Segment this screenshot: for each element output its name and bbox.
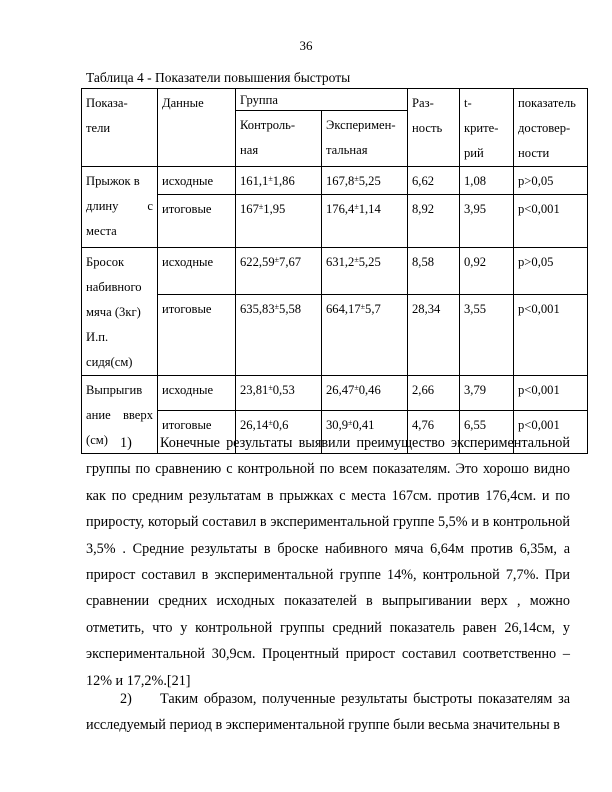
- header-data: Данные: [158, 89, 236, 167]
- difference-value: 6,62: [408, 167, 460, 195]
- page-number: 36: [299, 38, 313, 53]
- paragraph-1: [86, 430, 570, 694]
- header-experimental: Эксперимен- тальная: [322, 111, 408, 167]
- difference-value: 8,92: [408, 195, 460, 248]
- p-value: p<0,001: [514, 376, 588, 411]
- t-value: 1,08: [460, 167, 514, 195]
- t-value: 6,55: [460, 411, 514, 454]
- indicator-name: Бросок набивного мяча (3кг) И.п. сидя(см): [82, 248, 158, 376]
- p-value: p<0,001: [514, 195, 588, 248]
- exp-value: 26,47±0,46: [322, 376, 408, 411]
- table-row: [82, 376, 588, 411]
- indicator-name: Выпрыгив ание вверх (см): [82, 376, 158, 454]
- table-row: [82, 248, 588, 295]
- data-type: итоговые: [158, 195, 236, 248]
- table-row: [82, 167, 588, 195]
- p-value: p>0,05: [514, 167, 588, 195]
- paragraph-2: [86, 686, 570, 739]
- control-value: 26,14±0,6: [236, 411, 322, 454]
- header-t-criterion: t- крите- рий: [460, 89, 514, 167]
- exp-value: 631,2±5,25: [322, 248, 408, 295]
- t-value: 0,92: [460, 248, 514, 295]
- control-value: 167±1,95: [236, 195, 322, 248]
- data-table: [81, 88, 588, 454]
- exp-value: 167,8±5,25: [322, 167, 408, 195]
- table-row: [82, 295, 588, 376]
- difference-value: 4,76: [408, 411, 460, 454]
- header-group: Группа: [236, 89, 408, 111]
- data-type: исходные: [158, 248, 236, 295]
- paragraph-number: 2): [120, 691, 132, 707]
- p-value: p<0,001: [514, 295, 588, 376]
- t-value: 3,55: [460, 295, 514, 376]
- header-significance: показатель достовер- ности: [514, 89, 588, 167]
- exp-value: 30,9±0,41: [322, 411, 408, 454]
- data-type: исходные: [158, 376, 236, 411]
- data-type: итоговые: [158, 295, 236, 376]
- header-indicators: Показа- тели: [82, 89, 158, 167]
- header-difference: Раз- ность: [408, 89, 460, 167]
- t-value: 3,95: [460, 195, 514, 248]
- paragraph-text: Таким образом, полученные результаты быстроты показателям за исследуемый период в экспериментальной группе были весьма значительны в: [86, 691, 570, 734]
- control-value: 635,83±5,58: [236, 295, 322, 376]
- paragraph-number: 1): [120, 435, 132, 451]
- difference-value: 28,34: [408, 295, 460, 376]
- p-value: p>0,05: [514, 248, 588, 295]
- data-type: итоговые: [158, 411, 236, 454]
- exp-value: 176,4±1,14: [322, 195, 408, 248]
- data-type: исходные: [158, 167, 236, 195]
- t-value: 3,79: [460, 376, 514, 411]
- difference-value: 2,66: [408, 376, 460, 411]
- p-value: p<0,001: [514, 411, 588, 454]
- paragraph-text: Конечные результаты выявили преимущество экспериментальной группы по сравнению с контрольной по всем показателям. Это хорошо видно как по средним результатам в прыжках с места 167см. против 176,4см. и по приросту, который составил в экспериментальной группе 5,5% и в контрольной 3,5% . Средние результаты в броске набивного мяча 6,64м против 6,35м, а прирост составил в экспериментальной группе 14%, контрольной 7,7%. При сравнении средних исходных показателей в выпрыгивании верх , можно отметить, что у контрольной группы средний показатель равен 26,14см, у экспериментальной 30,9см. Процентный прирост составил соответственно – 12% и 17,2%.[21]: [86, 435, 570, 689]
- control-value: 622,59±7,67: [236, 248, 322, 295]
- header-row: [82, 89, 588, 111]
- table-row: [82, 195, 588, 248]
- table-caption: Таблица 4 - Показатели повышения быстроты: [86, 70, 351, 85]
- exp-value: 664,17±5,7: [322, 295, 408, 376]
- indicator-name: Прыжок в длину с места: [82, 167, 158, 248]
- control-value: 161,1±1,86: [236, 167, 322, 195]
- difference-value: 8,58: [408, 248, 460, 295]
- control-value: 23,81±0,53: [236, 376, 322, 411]
- header-control: Контроль- ная: [236, 111, 322, 167]
